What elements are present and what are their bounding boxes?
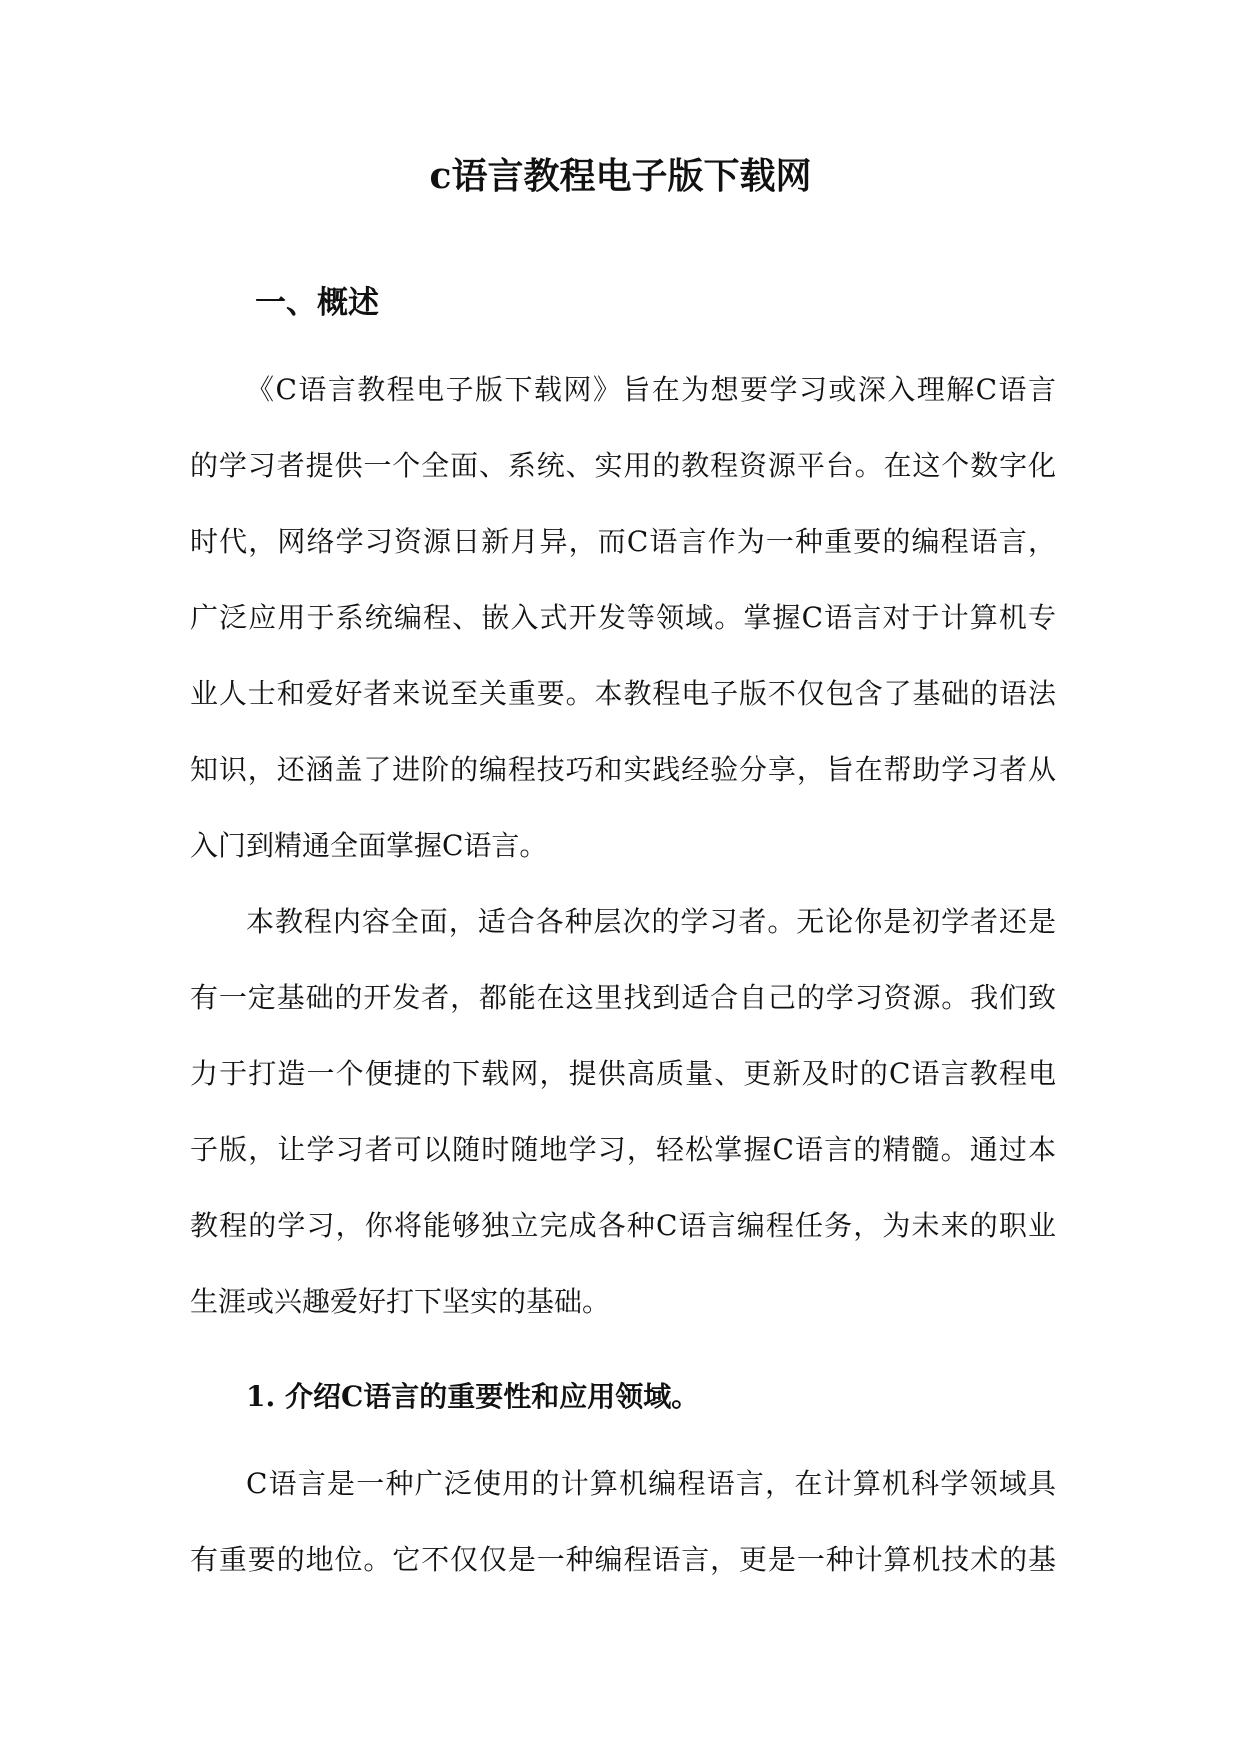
paragraph-line: 有重要的地位。它不仅仅是一种编程语言，更是一种计算机技术的基: [190, 1543, 1056, 1576]
paragraph-line: 入门到精通全面掌握C语言。: [190, 829, 548, 862]
paragraph-line: 的学习者提供一个全面、系统、实用的教程资源平台。在这个数字化: [190, 449, 1056, 482]
paragraph-line: 教程的学习，你将能够独立完成各种C语言编程任务，为未来的职业: [190, 1209, 1056, 1242]
document-title: c语言教程电子版下载网: [429, 155, 812, 197]
paragraph-line: 子版，让学习者可以随时随地学习，轻松掌握C语言的精髓。通过本: [190, 1133, 1056, 1166]
paragraph-line: 《C语言教程电子版下载网》旨在为想要学习或深入理解C语言: [246, 373, 1056, 406]
paragraph-line: 生涯或兴趣爱好打下坚实的基础。: [190, 1285, 611, 1318]
paragraph-line: 本教程内容全面，适合各种层次的学习者。无论你是初学者还是: [246, 905, 1056, 938]
paragraph-line: 业人士和爱好者来说至关重要。本教程电子版不仅包含了基础的语法: [190, 677, 1056, 710]
paragraph-audience: [190, 884, 1056, 1340]
paragraph-line: 有一定基础的开发者，都能在这里找到适合自己的学习资源。我们致: [190, 981, 1056, 1014]
paragraph-line: 力于打造一个便捷的下载网，提供高质量、更新及时的C语言教程电: [190, 1057, 1056, 1090]
paragraph-importance: [190, 1446, 1056, 1598]
section-heading-overview: 一、概述: [255, 285, 379, 321]
sub-heading-importance: 1. 介绍C语言的重要性和应用领域。: [246, 1380, 700, 1413]
paragraph-intro: [190, 352, 1056, 884]
paragraph-line: 知识，还涵盖了进阶的编程技巧和实践经验分享，旨在帮助学习者从: [190, 753, 1056, 786]
paragraph-line: 时代，网络学习资源日新月异，而C语言作为一种重要的编程语言，: [190, 525, 1056, 558]
paragraph-line: C语言是一种广泛使用的计算机编程语言，在计算机科学领域具: [246, 1467, 1056, 1500]
paragraph-line: 广泛应用于系统编程、嵌入式开发等领域。掌握C语言对于计算机专: [190, 601, 1056, 634]
